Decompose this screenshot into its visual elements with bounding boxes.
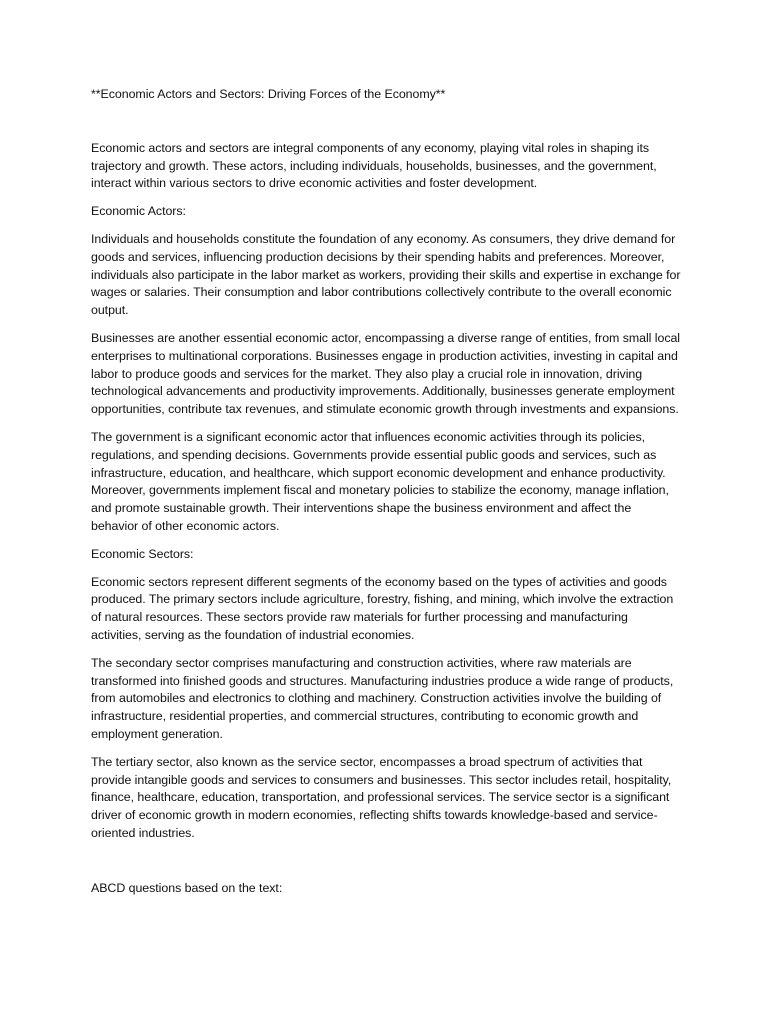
actors-paragraph-households: Individuals and households constitute the foundation of any economy. As consumers, they drive demand for goods and services, influencing production decisions by their spending habits and preferences. Moreover, individuals also participate in the labor market as workers, providing their skills and expertise in exchange for wages or salaries. Their consumption and labor contributions collectively contribute to the overall economic output. <box>91 231 681 318</box>
sectors-paragraph-secondary: The secondary sector comprises manufacturing and construction activities, where raw materials are transformed into finished goods and structures. Manufacturing industries produce a wide range of products, from automobiles and electronics to clothing and machinery. Construction activities involve the building of infrastructure, residential properties, and commercial structures, contributing to economic growth and employment generation. <box>91 655 674 741</box>
document-title: **Economic Actors and Sectors: Driving Forces of the Economy** <box>91 87 446 101</box>
actors-paragraph-businesses: Businesses are another essential economic actor, encompassing a diverse range of entities, from small local enterprises to multinational corporations. Businesses engage in production activities, investing in capital and labor to produce goods and services for the market. They also play a crucial role in innovation, driving technological advancements and productivity improvements. Additionally, businesses generate employment opportunities, contribute tax revenues, and stimulate economic growth through investments and expansions. <box>91 330 681 417</box>
sectors-paragraph-tertiary: The tertiary sector, also known as the service sector, encompasses a broad spectrum of activities that provide intangible goods and services to consumers and businesses. This sector includes retail, hospitality, finance, healthcare, education, transportation, and professional services. The service sector is a significant driver of economic growth in modern economies, reflecting shifts towards knowledge-based and service-oriented industries. <box>91 754 672 840</box>
document-body <box>91 86 681 907</box>
questions-heading: ABCD questions based on the text: <box>91 880 283 895</box>
sectors-paragraph-primary: Economic sectors represent different segments of the economy based on the types of activities and goods produced. The primary sectors include agriculture, forestry, fishing, and mining, which involve the extraction of natural resources. These sectors provide raw materials for further processing and manufacturing activities, serving as the foundation of industrial economies. <box>91 574 674 642</box>
intro-paragraph: Economic actors and sectors are integral components of any economy, playing vital roles in shaping its trajectory and growth. These actors, including individuals, households, businesses, and the government, interact within various sectors to drive economic activities and foster development. <box>91 140 657 191</box>
actors-paragraph-government: The government is a significant economic actor that influences economic activities through its policies, regulations, and spending decisions. Governments provide essential public goods and services, such as infrastructure, education, and healthcare, which support economic development and enhance productivity. Moreover, governments implement fiscal and monetary policies to stabilize the economy, manage inflation, and promote sustainable growth. Their interventions shape the business environment and affect the behavior of other economic actors. <box>91 429 669 533</box>
sectors-heading: Economic Sectors: <box>91 546 194 561</box>
actors-heading: Economic Actors: <box>91 204 186 219</box>
